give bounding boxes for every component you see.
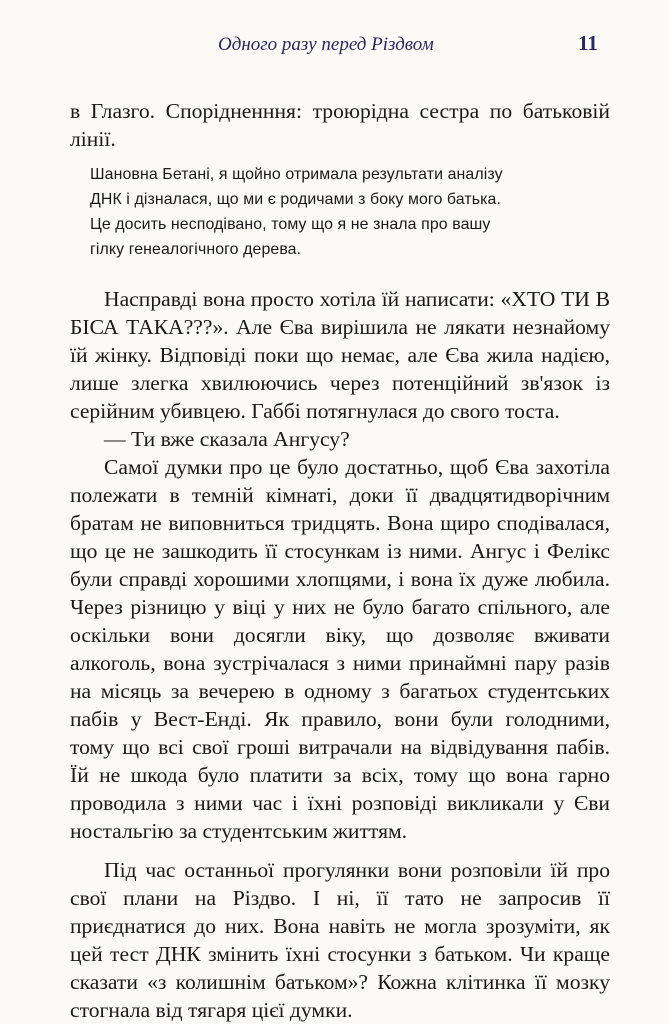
paragraph: Насправді вона просто хотіла їй написати: «ХТО ТИ В БІСА ТАКА???». Але Єва вирішила не лякати незнайому їй жінку. Відповіді поки що немає, але Єва жила надією, лише злегка хвилюючись через потенційний зв'язок із серійним убивцею. Габбі потягнулася до свого тоста. xyxy=(70,287,610,423)
page-header xyxy=(0,30,669,60)
opening-paragraph: в Глазго. Спорідненння: троюрідна сестра по батьковій лінії. xyxy=(70,99,610,151)
page-number: 11 xyxy=(578,31,598,55)
dialogue-line: — Ти вже сказала Ангусу? xyxy=(104,427,350,451)
letter-line: Це досить несподівано, тому що я не знала про вашу xyxy=(90,216,491,233)
paragraph: Під час останньої прогулянки вони розповіли їй про свої плани на Різдво. І ні, її тато не запросив її приєднатися до них. Вона навіть не могла зрозуміти, як цей тест ДНК змінить їхні стосунки з батьком. Чи краще сказати «з колишнім батьком»? Кожна клітинка її мозку стогнала від тягаря цієї думки. xyxy=(70,858,610,1022)
body-text xyxy=(70,97,610,1024)
letter-line: ДНК і дізналася, що ми є родичами з боку мого батька. xyxy=(90,191,501,208)
letter-line: Шановна Бетані, я щойно отримала результати аналізу xyxy=(90,166,503,183)
letter-quote xyxy=(90,162,610,262)
letter-line: гілку генеалогічного дерева. xyxy=(90,241,302,258)
paragraph-gap xyxy=(70,845,610,856)
running-title: Одного разу перед Різдвом xyxy=(218,34,434,55)
paragraph: Самої думки про це було достатньо, щоб Єва захотіла полежати в темній кімнаті, доки її двадцятидворічним братам не виповниться тридцять. Вона щиро сподівалася, що це не зашкодить її стосункам із ними. Ангус і Фелікс були справді хорошими хлопцями, і вона їх дуже любила. Через різницю у віці у них не було багато спільного, але оскільки вони досягли віку, що дозволяє вживати алкоголь, вона зустрічалася з ними принаймні пару разів на місяць за вечерею в одному з багатьох студентських пабів у Вест-Енді. Як правило, вони були голодними, тому що всі свої гроші витрачали на відвідування пабів. Їй не шкода було платити за всіх, тому що вона гарно проводила з ними час і їхні розповіді викликали у Єви ностальгію за студентським життям. xyxy=(70,455,610,843)
